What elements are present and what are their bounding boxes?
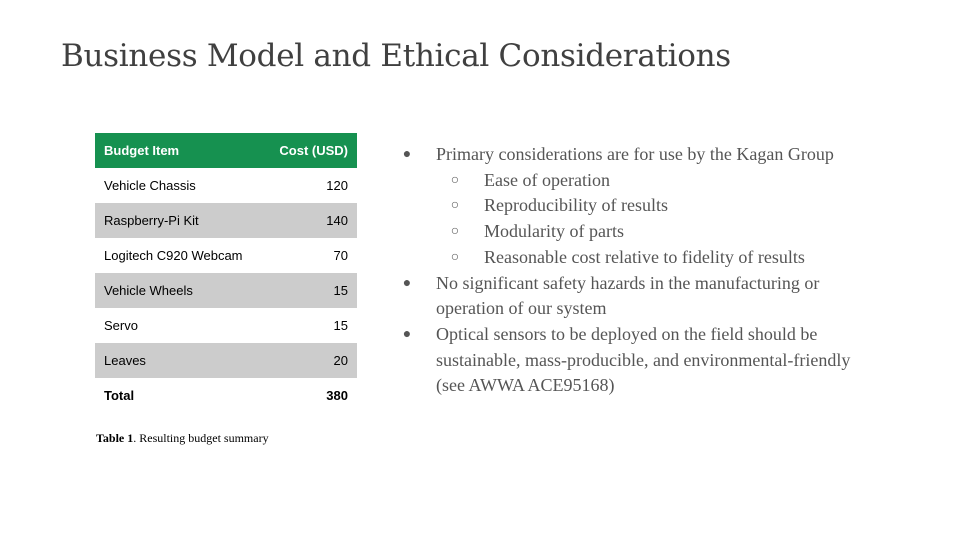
table-row: [95, 343, 357, 378]
list-item-text: No significant safety hazards in the manufacturing or operation of our system: [436, 272, 820, 319]
hollow-bullet-icon: ○: [450, 224, 460, 240]
budget-item-cell: Vehicle Wheels: [95, 273, 264, 308]
table-row: [95, 203, 357, 238]
list-item-text: Modularity of parts: [484, 221, 624, 242]
sub-list-item: [400, 168, 880, 194]
caption-label: Table 1: [96, 431, 134, 445]
table-row: [95, 238, 357, 273]
cost-cell: 15: [264, 273, 357, 308]
caption-text: . Resulting budget summary: [133, 431, 269, 445]
list-item: [400, 271, 880, 322]
cost-cell: 70: [333, 248, 348, 263]
total-value: 380: [326, 388, 348, 403]
budget-item-cell: Logitech C920 Webcam: [104, 248, 243, 263]
hollow-bullet-icon: ○: [450, 198, 460, 214]
cost-cell: 20: [264, 343, 357, 378]
budget-item-cell: Vehicle Chassis: [104, 178, 196, 193]
sub-list-item: [400, 193, 880, 219]
hollow-bullet-icon: ○: [450, 249, 460, 265]
list-item-text: Reasonable cost relative to fidelity of results: [484, 246, 805, 267]
total-label: Total: [104, 388, 135, 403]
list-item: [400, 142, 880, 168]
sub-list-item: [400, 219, 880, 245]
budget-item-cell: Servo: [104, 318, 138, 333]
cost-cell: 120: [326, 178, 348, 193]
table-row: [95, 168, 357, 203]
table-row: [95, 308, 357, 343]
filled-bullet-icon: ●: [402, 147, 412, 162]
slide-title: Business Model and Ethical Considerations: [61, 38, 731, 74]
filled-bullet-icon: ●: [402, 326, 412, 342]
table-total-row: [95, 378, 357, 413]
hollow-bullet-icon: ○: [450, 172, 460, 188]
column-header-item: Budget Item: [95, 133, 264, 168]
list-item-text: Primary considerations are for use by the Kagan Group: [436, 144, 834, 164]
list-item-text: Optical sensors to be deployed on the field should be sustainable, mass-producible, and environmental-friendly (see AWWA ACE95168): [436, 323, 851, 396]
filled-bullet-icon: ●: [402, 275, 412, 291]
sub-list-item: [400, 245, 880, 271]
budget-item-cell: Leaves: [95, 343, 264, 378]
budget-item-cell: Raspberry-Pi Kit: [95, 203, 264, 238]
list-item: [400, 322, 880, 399]
considerations-list: [400, 142, 880, 399]
table-row: [95, 273, 357, 308]
table-caption: [96, 431, 269, 446]
cost-cell: 140: [264, 203, 357, 238]
column-header-cost: Cost (USD): [264, 133, 357, 168]
cost-cell: 15: [333, 318, 348, 333]
list-item-text: Ease of operation: [484, 169, 610, 190]
budget-table: [95, 133, 357, 413]
list-item-text: Reproducibility of results: [484, 195, 668, 216]
table-header-row: [95, 133, 357, 168]
